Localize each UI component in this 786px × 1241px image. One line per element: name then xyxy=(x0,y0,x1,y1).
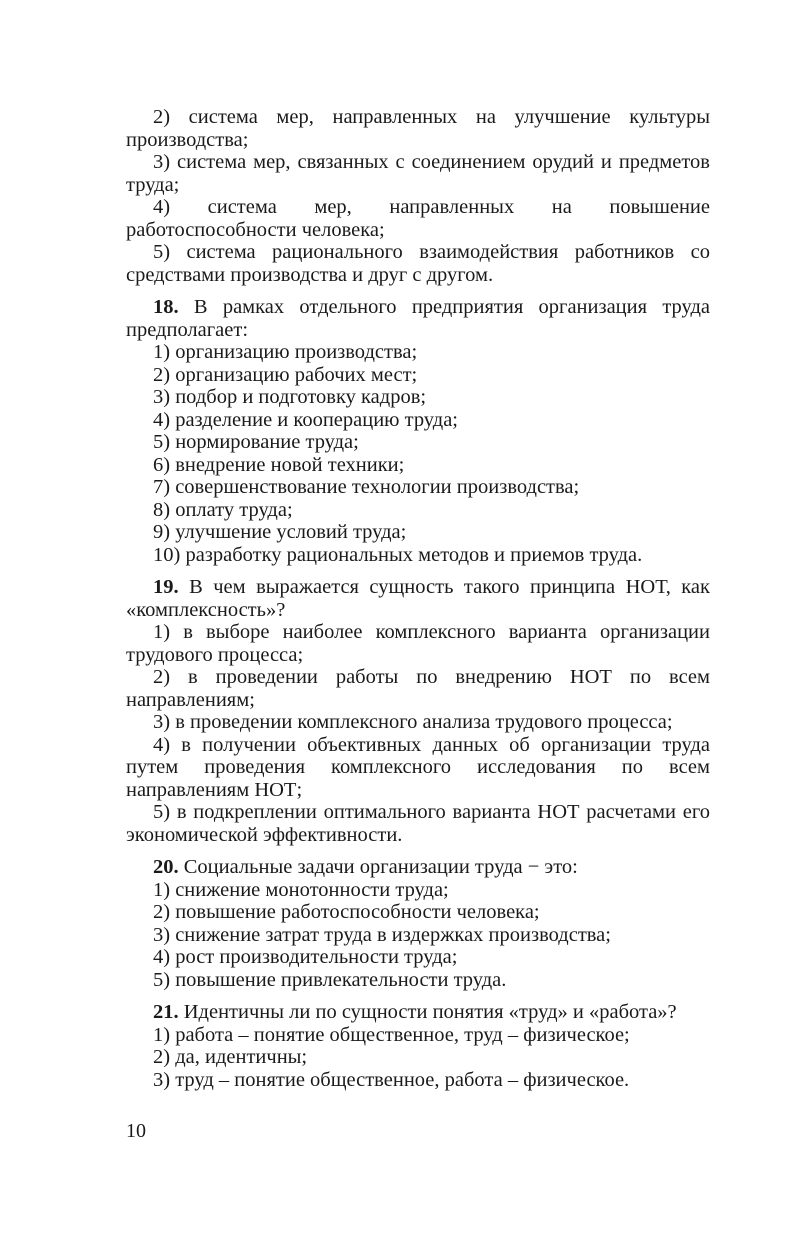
question-number: 18. xyxy=(153,296,179,318)
answer-option: 10) разработку рациональных методов и приемов труда. xyxy=(153,543,643,566)
answer-option: 8) оплату труда; xyxy=(153,498,293,521)
page-body xyxy=(126,106,710,1091)
question-text: В рамках отдельного предприятия организация труда предполагает: xyxy=(126,296,710,341)
answer-option: 4) рост производительности труда; xyxy=(153,946,458,968)
continuation-option: 4) система мер, направленных на повышение работоспособности человека; xyxy=(126,196,710,241)
continuation-option: 3) система мер, связанных с соединением орудий и предметов труда; xyxy=(126,151,710,196)
answer-option: 1) организацию производства; xyxy=(153,341,418,363)
question-21 xyxy=(126,1001,710,1024)
answer-option: 6) внедрение новой техники; xyxy=(153,453,405,476)
question-19 xyxy=(126,576,710,621)
question-number: 21. xyxy=(153,1001,179,1023)
answer-option: 2) да, идентичны; xyxy=(153,1046,308,1068)
answer-option: 3) в проведении комплексного анализа трудового процесса; xyxy=(153,711,673,733)
answer-option: 9) улучшение условий труда; xyxy=(153,521,407,543)
question-number: 19. xyxy=(153,576,179,598)
answer-option: 2) в проведении работы по внедрению НОТ по всем направлениям; xyxy=(126,666,710,711)
continuation-option: 2) система мер, направленных на улучшение культуры производства; xyxy=(126,106,710,151)
question-20 xyxy=(126,856,710,879)
question-text: В чем выражается сущность такого принципа НОТ, как «комплексность»? xyxy=(126,576,710,621)
answer-option: 3) подбор и подготовку кадров; xyxy=(153,386,427,408)
answer-option: 2) организацию рабочих мест; xyxy=(153,363,418,386)
question-text: Идентичны ли по сущности понятия «труд» и «работа»? xyxy=(178,1001,677,1023)
answer-option: 3) снижение затрат труда в издержках производства; xyxy=(153,923,611,946)
question-number: 20. xyxy=(153,856,179,878)
question-18 xyxy=(126,296,710,341)
page-number: 10 xyxy=(126,1120,146,1142)
answer-option: 1) снижение монотонности труда; xyxy=(153,878,449,901)
answer-option: 1) работа – понятие общественное, труд – физическое; xyxy=(153,1023,630,1046)
answer-option: 5) повышение привлекательности труда. xyxy=(153,968,507,991)
answer-option: 5) нормирование труда; xyxy=(153,431,359,453)
answer-option: 1) в выборе наиболее комплексного варианта организации трудового процесса; xyxy=(126,621,710,666)
answer-option: 3) труд – понятие общественное, работа – физическое. xyxy=(153,1068,630,1091)
question-text: Социальные задачи организации труда − это: xyxy=(178,856,578,878)
answer-option: 5) в подкреплении оптимального варианта НОТ расчетами его экономической эффективности. xyxy=(126,801,710,846)
continuation-option: 5) система рационального взаимодействия работников со средствами производства и друг с другом. xyxy=(126,241,710,286)
answer-option: 7) совершенствование технологии производства; xyxy=(153,476,580,498)
answer-option: 2) повышение работоспособности человека; xyxy=(153,901,540,923)
answer-option: 4) в получении объективных данных об организации труда путем проведения комплексного исследования по всем направлениям НОТ; xyxy=(126,733,710,801)
answer-option: 4) разделение и кооперацию труда; xyxy=(153,408,458,431)
